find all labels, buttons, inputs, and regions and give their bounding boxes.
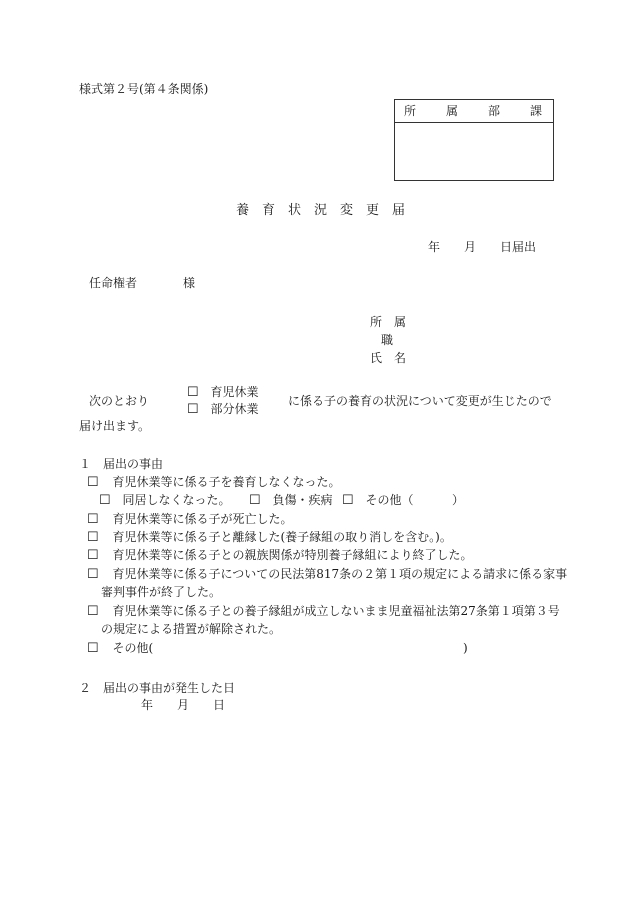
- option-childcare-leave[interactable]: [187, 384, 259, 401]
- checkbox-icon[interactable]: ☐: [249, 493, 261, 508]
- document-title: 養 育 状 況 変 更 届: [236, 203, 406, 218]
- reason-item-3[interactable]: [87, 529, 452, 546]
- sub-option-other-close: ）: [452, 493, 465, 507]
- sub-option-label: その他（: [365, 493, 414, 507]
- checkbox-icon[interactable]: ☐: [87, 604, 99, 619]
- reason-item-4[interactable]: [87, 547, 473, 564]
- checkbox-icon[interactable]: ☐: [87, 548, 99, 563]
- department-box: [394, 99, 554, 181]
- reason-item-2[interactable]: [87, 511, 293, 528]
- reason-text: 育児休業等に係る子との親族関係が特別養子縁組により終了した。: [112, 548, 473, 562]
- reason-item-other[interactable]: [87, 640, 153, 657]
- department-box-field[interactable]: [395, 123, 553, 180]
- checkbox-icon[interactable]: ☐: [187, 385, 199, 400]
- occurrence-date: 年 月 日: [141, 698, 226, 712]
- reason-text: 育児休業等に係る子との養子縁組が成立しないまま児童福祉法第27条第１項第３号: [112, 604, 560, 618]
- reason-item-5-continued: 審判事件が終了した。: [101, 585, 222, 599]
- intro-continuation: 届け出ます。: [79, 419, 151, 433]
- submission-date: 年 月 日届出: [428, 240, 537, 254]
- applicant-name-label: 氏 名: [370, 351, 407, 365]
- checkbox-icon[interactable]: ☐: [87, 641, 99, 656]
- option-label: 育児休業: [210, 385, 259, 399]
- reason-text: 育児休業等に係る子が死亡した。: [112, 512, 293, 526]
- section2-heading: ２ 届出の事由が発生した日: [79, 681, 236, 695]
- form-number: 様式第２号(第４条関係): [79, 82, 209, 96]
- applicant-affiliation-label: 所 属: [370, 315, 407, 329]
- checkbox-icon[interactable]: ☐: [87, 512, 99, 527]
- checkbox-icon[interactable]: ☐: [187, 402, 199, 417]
- option-partial-leave[interactable]: [187, 401, 259, 418]
- reason-text: 育児休業等に係る子を養育しなくなった。: [112, 475, 341, 489]
- reason-text: その他(: [112, 641, 154, 655]
- checkbox-icon[interactable]: ☐: [99, 493, 111, 508]
- reason-text: 育児休業等に係る子についての民法第817条の２第１項の規定による請求に係る家事: [112, 567, 568, 581]
- applicant-position-label: 職: [381, 333, 394, 347]
- sub-option-not-cohabiting[interactable]: [99, 492, 231, 509]
- intro-text: に係る子の養育の状況について変更が生じたので: [288, 394, 552, 408]
- option-label: 部分休業: [210, 402, 259, 416]
- reason-item-6-continued: の規定による措置が解除された。: [101, 622, 282, 636]
- reason-text: 育児休業等に係る子と離縁した(養子縁組の取り消しを含む。)。: [112, 530, 452, 544]
- checkbox-icon[interactable]: ☐: [342, 493, 354, 508]
- checkbox-icon[interactable]: ☐: [87, 567, 99, 582]
- intro-lead: 次のとおり: [89, 394, 150, 408]
- reason-item-5[interactable]: [87, 566, 567, 583]
- section1-heading: １ 届出の事由: [79, 457, 164, 471]
- sub-option-label: 同居しなくなった。: [122, 493, 231, 507]
- recipient-label: 任命権者: [89, 276, 138, 290]
- sub-option-other[interactable]: [342, 492, 414, 509]
- department-box-header: 所 属 部 課: [395, 100, 553, 123]
- checkbox-icon[interactable]: ☐: [87, 475, 99, 490]
- recipient-honorific: 様: [183, 276, 196, 290]
- sub-option-label: 負傷・疾病: [272, 493, 333, 507]
- reason-item-6[interactable]: [87, 603, 560, 620]
- reason-item-1[interactable]: [87, 474, 341, 491]
- reason-other-close: ): [463, 641, 468, 655]
- checkbox-icon[interactable]: ☐: [87, 530, 99, 545]
- sub-option-injury-illness[interactable]: [249, 492, 333, 509]
